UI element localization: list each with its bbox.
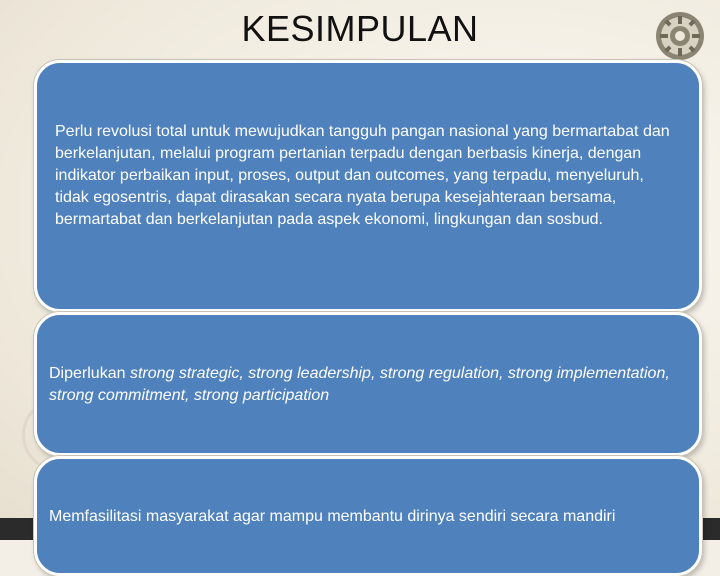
conclusion-text-1: Perlu revolusi total untuk mewujudkan tangguh pangan nasional yang bermartabat dan berkelanjutan, melalui program pertanian terpadu dengan berbasis kinerja, dengan indikator perbaikan input, proses, output dan outcomes, yang terpadu, menyeluruh, tidak egosentris, dapat dirasakan secara nyata berupa kesejahteraan bersama, bermartabat dan berkelanjutan pada aspek ekonomi, lingkungan dan sosbud.: [55, 123, 670, 228]
conclusion-text-3: Memfasilitasi masyarakat agar mampu membantu dirinya sendiri secara mandiri: [49, 508, 616, 525]
slide-title: KESIMPULAN: [241, 8, 479, 49]
conclusion-card-3: [34, 456, 702, 576]
conclusion-card-1: [34, 60, 702, 312]
conclusion-prefix-2: Diperlukan: [49, 365, 130, 382]
university-seal-icon: [654, 10, 706, 62]
conclusion-emphasis-2: strong strategic, strong leadership, strong regulation, strong implementation, strong commitment, strong participation: [49, 365, 670, 404]
conclusion-card-2: [34, 312, 702, 456]
